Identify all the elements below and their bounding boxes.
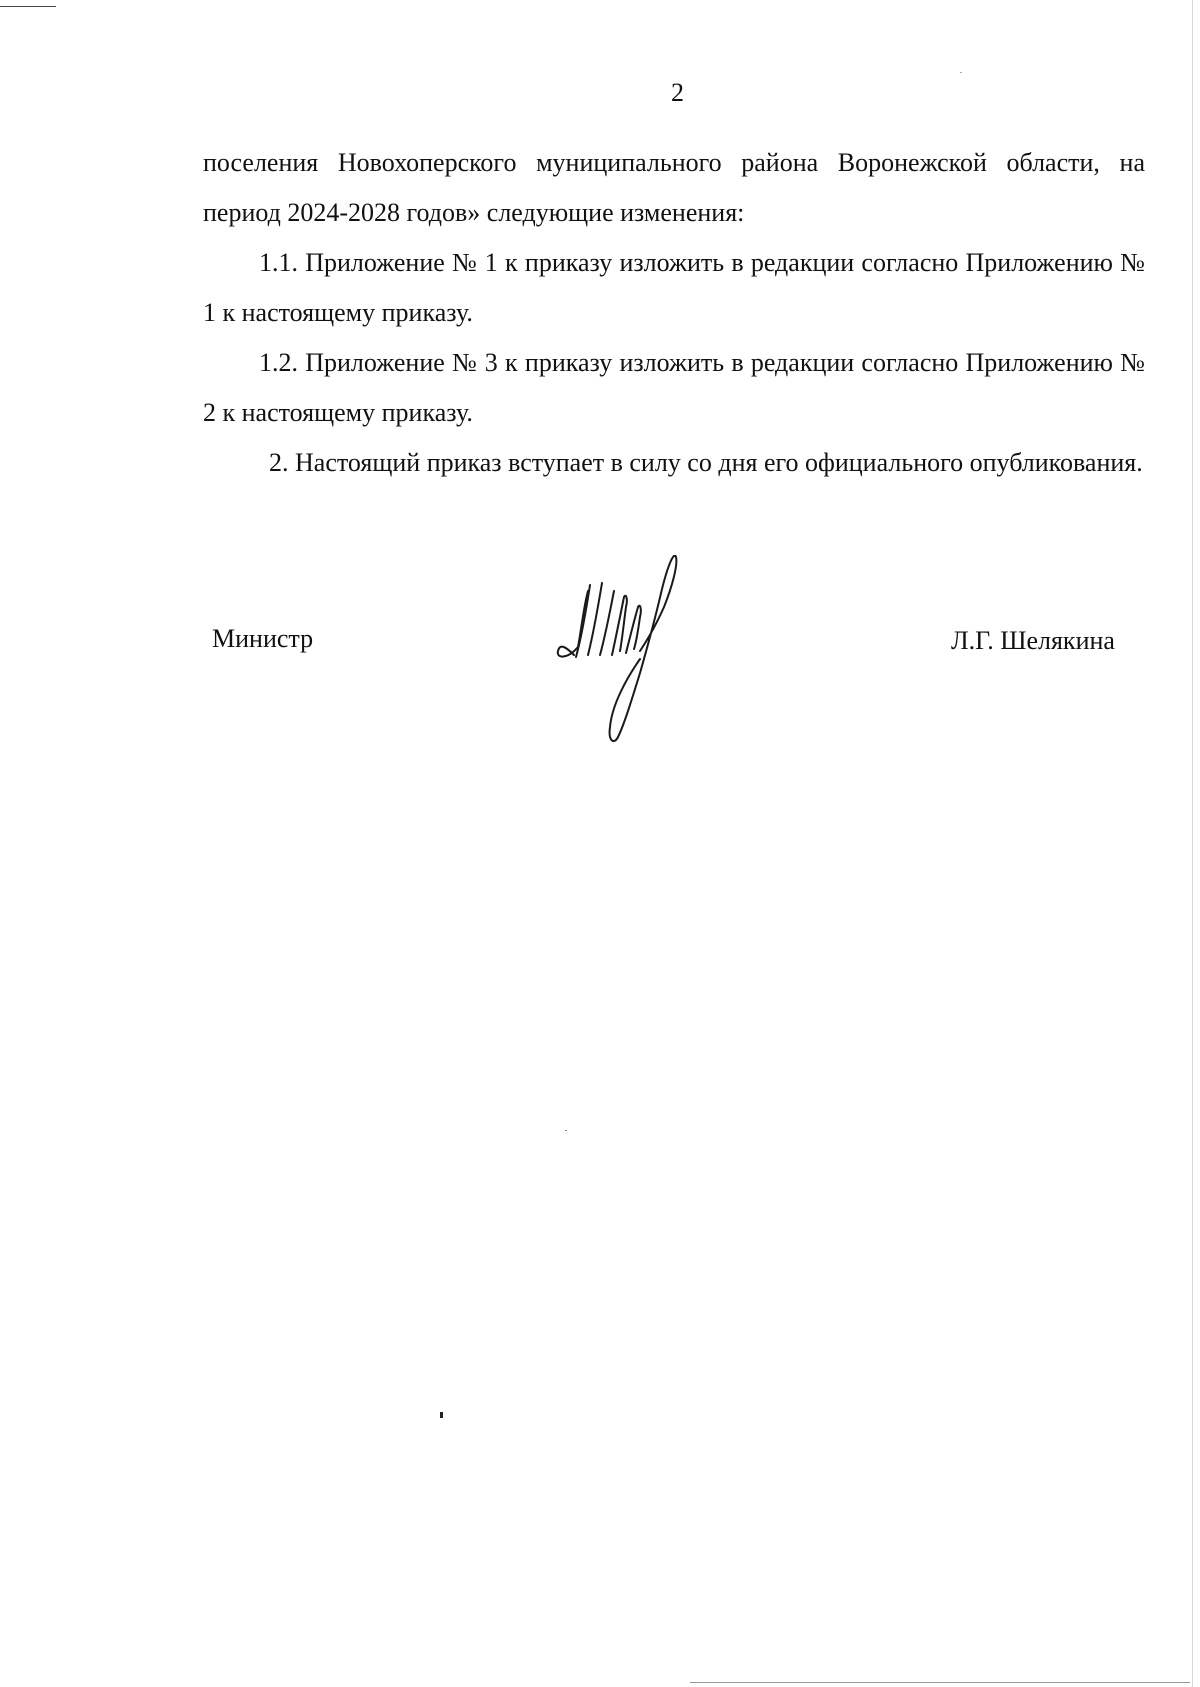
- scan-page-edge: [1192, 0, 1193, 1687]
- scan-bottom-edge: [690, 1682, 1190, 1683]
- paragraph-item-2: 2. Настоящий приказ вступает в силу со дня его официального опубликования.: [269, 448, 1143, 477]
- paragraph-item-1-2: 1.2. Приложение № 3 к приказу изложить в редакции согласно Приложению № 2 к настоящему приказу.: [203, 348, 1145, 427]
- signatory-name: Л.Г. Шелякина: [951, 626, 1115, 655]
- document-body: [203, 138, 1145, 488]
- paragraph-continuation: поселения Новохоперского муниципального района Воронежской области, на период 2024-2028 годов» следующие изменения:: [203, 148, 1145, 227]
- paragraph-item-1-1: 1.1. Приложение № 1 к приказу изложить в редакции согласно Приложению № 1 к настоящему приказу.: [203, 248, 1145, 327]
- scan-artifact-line: [0, 6, 56, 7]
- signatory-role: Министр: [212, 624, 314, 653]
- scan-dust-speck: [960, 72, 962, 73]
- handwritten-signature: [556, 555, 696, 745]
- scan-dust-speck: [565, 1130, 567, 1131]
- page-number: 2: [671, 78, 684, 107]
- scan-dust-speck: [440, 1412, 443, 1418]
